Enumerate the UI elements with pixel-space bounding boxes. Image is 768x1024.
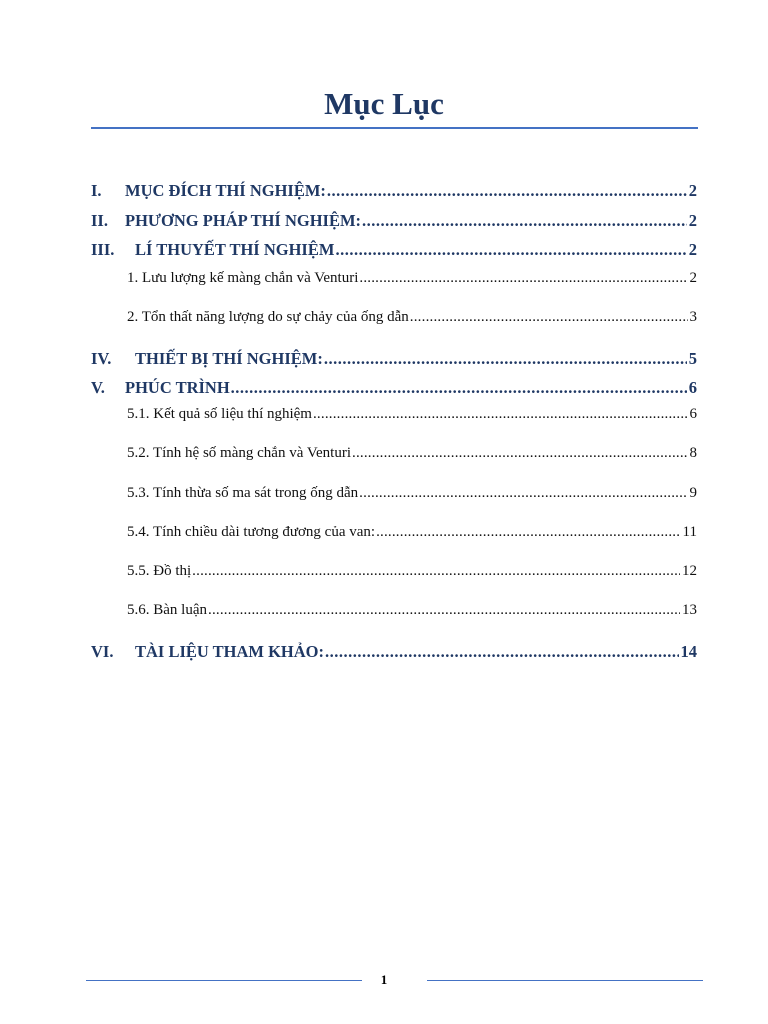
toc-leader [410,309,688,326]
toc-leader [231,378,687,398]
toc-number: II. [91,211,108,230]
toc-entry-flowmeter[interactable] [91,270,697,287]
toc-leader [324,349,687,369]
page-title: Mục Lục [324,86,444,121]
toc-leader [327,181,687,201]
toc-page: 2 [688,211,697,230]
toc-entry-energy-loss[interactable] [91,309,697,326]
toc-label: TÀI LIỆU THAM KHẢO: [135,642,325,661]
toc-leader [362,211,687,231]
toc-leader [313,406,688,423]
toc-entry-equipment[interactable] [91,349,697,369]
toc-number: IV. [91,349,112,368]
toc-leader [335,240,686,260]
title-rule [91,127,698,129]
toc-label: MỤC ĐÍCH THÍ NGHIỆM: [125,181,326,200]
toc-label: 1. Lưu lượng kế màng chắn và Venturi [127,270,359,286]
toc-label: 5.5. Đồ thị [127,563,192,579]
toc-label: LÍ THUYẾT THÍ NGHIỆM [135,240,335,259]
toc-leader [359,270,687,287]
toc-entry-5-1[interactable] [91,406,697,423]
toc-label: PHƯƠNG PHÁP THÍ NGHIỆM: [125,211,362,230]
toc-entry-theory[interactable] [91,240,697,260]
toc-page: 11 [682,524,697,540]
toc-page: 3 [689,309,697,325]
toc-page: 2 [689,270,697,286]
toc-page: 6 [689,406,697,422]
toc-page: 12 [682,563,697,579]
toc-leader [208,602,680,619]
toc-label: 5.3. Tính thừa số ma sát trong ống dẫn [127,485,359,501]
toc-number: VI. [91,642,114,661]
toc-label: 5.4. Tính chiều dài tương đương của van: [127,524,376,540]
toc-leader [352,445,688,462]
page-number: 1 [380,972,388,987]
toc-label: 5.2. Tính hệ số màng chắn và Venturi [127,445,351,461]
toc-page: 6 [688,378,697,397]
toc-entry-5-4[interactable] [91,524,697,541]
toc-page: 2 [688,240,697,259]
toc-page: 14 [680,642,697,661]
toc-entry-references[interactable] [91,642,697,662]
toc-number: III. [91,240,115,259]
toc-page: 13 [682,602,697,618]
toc-label: 2. Tổn thất năng lượng do sự chảy của ống dẫn [127,309,409,325]
toc-label: PHÚC TRÌNH [125,378,230,397]
toc-entry-method[interactable] [91,211,697,231]
toc-entry-5-6[interactable] [91,602,697,619]
toc-entry-report[interactable] [91,378,697,398]
toc-entry-5-3[interactable] [91,485,697,502]
toc-entry-5-2[interactable] [91,445,697,462]
toc-page: 2 [688,181,697,200]
toc-leader [376,524,680,541]
toc-leader [192,563,680,580]
toc-page: 5 [688,349,697,368]
toc-number: V. [91,378,105,397]
toc-page: 9 [689,485,697,501]
toc-number: I. [91,181,102,200]
toc-page: 8 [689,445,697,461]
toc-label: 5.6. Bàn luận [127,602,207,618]
toc-label: 5.1. Kết quả số liệu thí nghiệm [127,406,312,422]
toc-entry-5-5[interactable] [91,563,697,580]
toc-label: THIẾT BỊ THÍ NGHIỆM: [135,349,323,368]
toc-leader [325,642,678,662]
toc-entry-purpose[interactable] [91,181,697,201]
toc-leader [359,485,687,502]
footer-rule-right [427,980,703,981]
